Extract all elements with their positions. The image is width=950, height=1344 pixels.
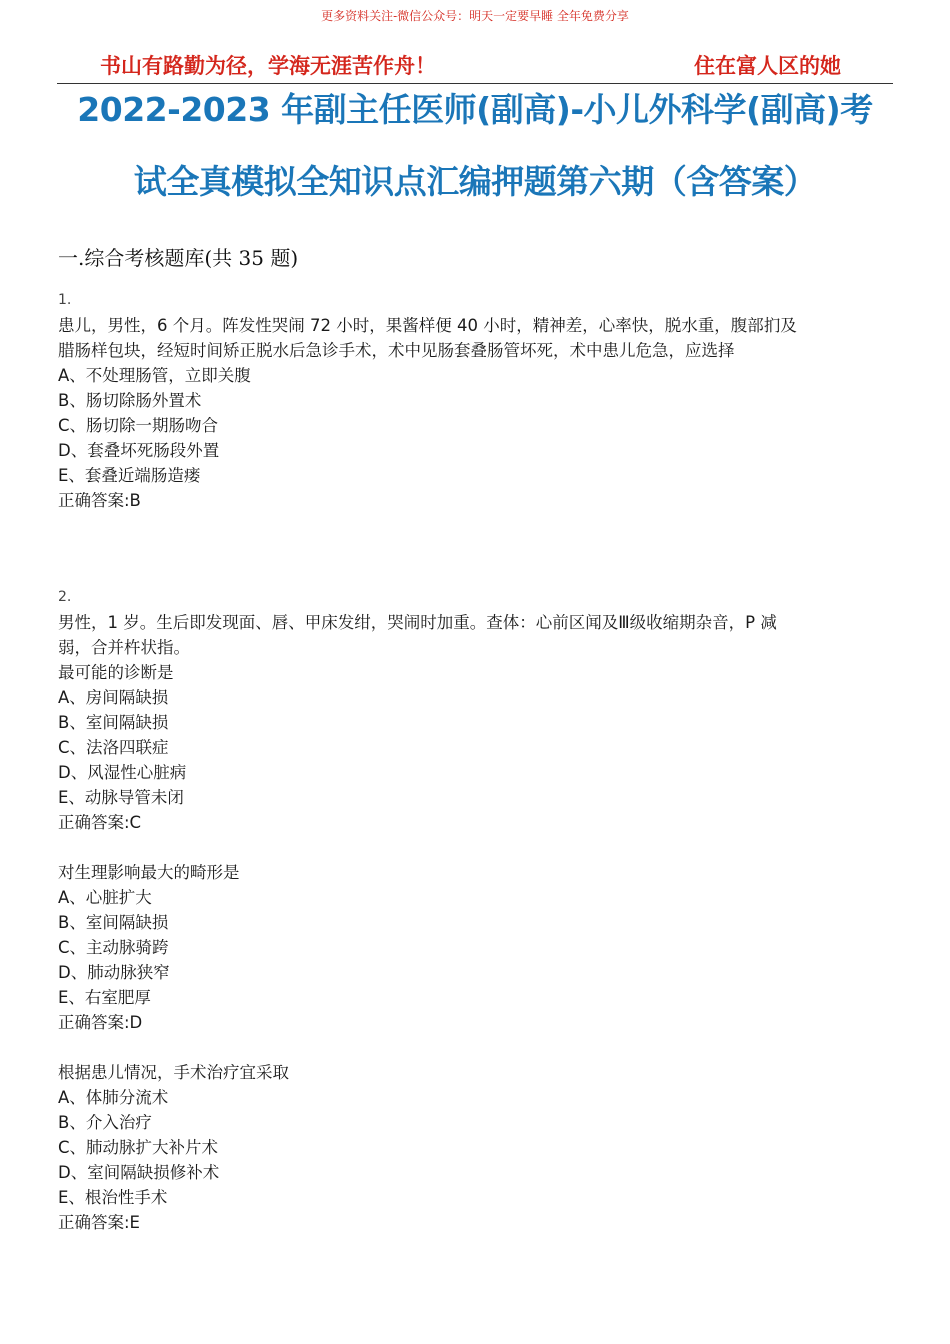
subquestion-1 bbox=[58, 660, 896, 835]
question-stem-line: 男性，1 岁。生后即发现面、唇、甲床发绀，哭闹时加重。查体：心前区闻及Ⅲ级收缩期杂音，P 减 bbox=[58, 613, 777, 632]
spacer bbox=[58, 513, 896, 585]
top-promo-note: 更多资料关注-微信公众号：明天一定要早睡 全年免费分享 bbox=[321, 9, 629, 23]
option-a: A、房间隔缺损 bbox=[58, 688, 169, 707]
option-c: C、主动脉骑跨 bbox=[58, 938, 169, 957]
correct-answer: 正确答案:E bbox=[58, 1213, 140, 1232]
section-heading: 一.综合考核题库(共 35 题) bbox=[58, 246, 299, 270]
subquestion-2 bbox=[58, 860, 896, 1035]
question-stem-line: 患儿，男性，6 个月。阵发性哭闹 72 小时，果酱样便 40 小时，精神差，心率快，脱水重，腹部扪及 bbox=[58, 316, 797, 335]
document-title-line-1: 2022-2023 年副主任医师(副高)-小儿外科学(副高)考 bbox=[77, 90, 873, 129]
correct-answer: 正确答案:C bbox=[58, 813, 142, 832]
option-b: B、肠切除肠外置术 bbox=[58, 391, 202, 410]
correct-answer: 正确答案:B bbox=[58, 491, 141, 510]
option-c: C、肺动脉扩大补片术 bbox=[58, 1138, 219, 1157]
option-b: B、介入治疗 bbox=[58, 1113, 152, 1132]
option-d: D、风湿性心脏病 bbox=[58, 763, 187, 782]
option-d: D、套叠坏死肠段外置 bbox=[58, 441, 220, 460]
option-c: C、法洛四联症 bbox=[58, 738, 169, 757]
question-list bbox=[58, 288, 896, 1235]
option-e: E、根治性手术 bbox=[58, 1188, 168, 1207]
slogan-right: 住在富人区的她 bbox=[694, 53, 841, 78]
document-title-line-2: 试全真模拟全知识点汇编押题第六期（含答案） bbox=[133, 162, 817, 201]
question-stem-line: 弱，合并杵状指。 bbox=[58, 638, 190, 657]
spacer bbox=[58, 835, 896, 860]
option-b: B、室间隔缺损 bbox=[58, 913, 169, 932]
option-c: C、肠切除一期肠吻合 bbox=[58, 416, 219, 435]
option-e: E、动脉导管未闭 bbox=[58, 788, 184, 807]
spacer bbox=[58, 1035, 896, 1060]
option-d: D、肺动脉狭窄 bbox=[58, 963, 170, 982]
option-d: D、室间隔缺损修补术 bbox=[58, 1163, 220, 1182]
question-stem-line: 腊肠样包块，经短时间矫正脱水后急诊手术，术中见肠套叠肠管坏死，术中患儿危急，应选择 bbox=[58, 341, 735, 360]
subquestion-prompt: 最可能的诊断是 bbox=[58, 663, 174, 682]
option-e: E、套叠近端肠造瘘 bbox=[58, 466, 201, 485]
slogan-left: 书山有路勤为径，学海无涯苦作舟！ bbox=[100, 53, 436, 78]
correct-answer: 正确答案:D bbox=[58, 1013, 143, 1032]
option-a: A、心脏扩大 bbox=[58, 888, 152, 907]
option-a: A、体肺分流术 bbox=[58, 1088, 169, 1107]
question-number: 1. bbox=[58, 292, 72, 308]
option-b: B、室间隔缺损 bbox=[58, 713, 169, 732]
subquestion-prompt: 对生理影响最大的畸形是 bbox=[58, 863, 240, 882]
question-number: 2. bbox=[58, 589, 72, 605]
option-e: E、右室肥厚 bbox=[58, 988, 151, 1007]
question-1 bbox=[58, 288, 896, 513]
option-a: A、不处理肠管，立即关腹 bbox=[58, 366, 251, 385]
subquestion-3 bbox=[58, 1060, 896, 1235]
subquestion-prompt: 根据患儿情况，手术治疗宜采取 bbox=[58, 1063, 289, 1082]
question-2 bbox=[58, 585, 896, 1235]
